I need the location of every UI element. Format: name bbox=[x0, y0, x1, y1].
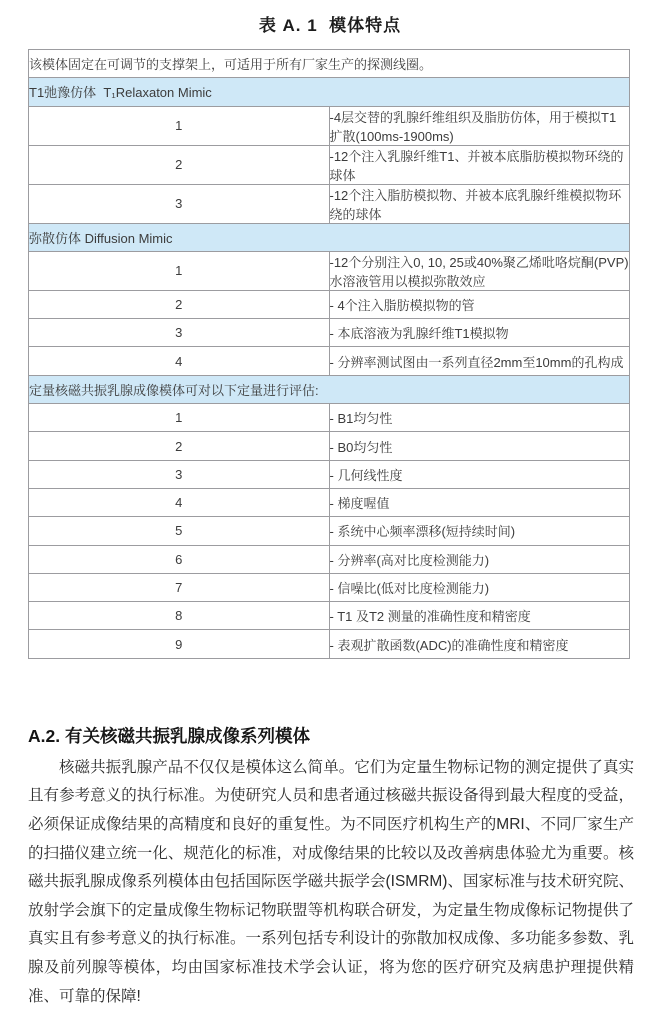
table-row bbox=[29, 517, 630, 545]
section-header-row-1-text: T1弛豫仿体 T₁Relaxaton Mimic bbox=[29, 78, 630, 106]
row-description: - 4个注入脂肪模拟物的管 bbox=[329, 290, 630, 318]
row-number: 9 bbox=[29, 630, 330, 658]
table-row bbox=[29, 145, 630, 184]
row-description: - B0均匀性 bbox=[329, 432, 630, 460]
row-description: - 系统中心频率漂移(短持续时间) bbox=[329, 517, 630, 545]
table-row bbox=[29, 545, 630, 573]
row-description: - 分辨率测试图由一系列直径2mm至10mm的孔构成 bbox=[329, 347, 630, 375]
phantom-table-body bbox=[29, 50, 630, 659]
table-row bbox=[29, 184, 630, 223]
row-description: -12个分别注入0, 10, 25或40%聚乙烯吡咯烷酮(PVP)水溶液管用以模拟弥散效应 bbox=[329, 251, 630, 290]
section-header-row-1 bbox=[29, 78, 630, 106]
table-row bbox=[29, 404, 630, 432]
table-row bbox=[29, 432, 630, 460]
table-row bbox=[29, 251, 630, 290]
row-number: 1 bbox=[29, 404, 330, 432]
row-description: - 分辨率(高对比度检测能力) bbox=[329, 545, 630, 573]
row-number: 6 bbox=[29, 545, 330, 573]
table-row bbox=[29, 290, 630, 318]
table-row bbox=[29, 347, 630, 375]
table-row bbox=[29, 573, 630, 601]
row-number: 2 bbox=[29, 145, 330, 184]
row-number: 1 bbox=[29, 251, 330, 290]
row-number: 4 bbox=[29, 488, 330, 516]
section-header-row-3 bbox=[29, 375, 630, 403]
row-description: - 信噪比(低对比度检测能力) bbox=[329, 573, 630, 601]
section-header-row-2 bbox=[29, 223, 630, 251]
row-description: - 表观扩散函数(ADC)的准确性度和精密度 bbox=[329, 630, 630, 658]
row-number: 8 bbox=[29, 602, 330, 630]
row-number: 2 bbox=[29, 290, 330, 318]
table-intro-row bbox=[29, 50, 630, 78]
table-row bbox=[29, 460, 630, 488]
row-description: - 本底溶液为乳腺纤维T1模拟物 bbox=[329, 319, 630, 347]
section-header-row-2-text: 弥散仿体 Diffusion Mimic bbox=[29, 223, 630, 251]
row-number: 4 bbox=[29, 347, 330, 375]
table-row bbox=[29, 319, 630, 347]
table-row bbox=[29, 488, 630, 516]
row-number: 5 bbox=[29, 517, 330, 545]
row-number: 3 bbox=[29, 319, 330, 347]
table-row bbox=[29, 630, 630, 658]
row-number: 7 bbox=[29, 573, 330, 601]
section-heading-a2: A.2. 有关核磁共振乳腺成像系列模体 bbox=[28, 725, 310, 746]
phantom-characteristics-table bbox=[28, 49, 630, 659]
row-description: -12个注入乳腺纤维T1、并被本底脂肪模拟物环绕的球体 bbox=[329, 145, 630, 184]
table-title: 表 A. 1 模体特点 bbox=[258, 16, 402, 35]
table-intro-row-text: 该模体固定在可调节的支撑架上，可适用于所有厂家生产的探测线圈。 bbox=[29, 50, 630, 78]
table-row bbox=[29, 602, 630, 630]
row-number: 2 bbox=[29, 432, 330, 460]
row-description: - 几何线性度 bbox=[329, 460, 630, 488]
body-paragraph: 核磁共振乳腺产品不仅仅是模体这么简单。它们为定量生物标记物的测定提供了真实且有参考意义的执行标准。为使研究人员和患者通过核磁共振设备得到最大程度的受益，必须保证成像结果的高精度和良好的重复性。为不同医疗机构生产的MRI、不同厂家生产的扫描仪建立统一化、规范化的标准，对成像结果的比较以及改善病患体验尤为重要。核磁共振乳腺成像系列模体由包括国际医学磁共振学会(ISMRM)、国家标准与技术研究院、放射学会旗下的定量成像生物标记物联盟等机构联合研发，为定量生物成像标记物提供了真实且有参考意义的执行标准。一系列包括专利设计的弥散加权成像、多功能多参数、乳腺及前列腺等模体，均由国家标准技术学会认证，将为您的医疗研究及病患护理提供精准、可靠的保障! bbox=[28, 758, 634, 1005]
row-number: 3 bbox=[29, 460, 330, 488]
row-number: 3 bbox=[29, 184, 330, 223]
section-header-row-3-text: 定量核磁共振乳腺成像模体可对以下定量进行评估: bbox=[29, 375, 630, 403]
row-description: - B1均匀性 bbox=[329, 404, 630, 432]
row-description: -4层交替的乳腺纤维组织及脂肪仿体，用于模拟T1扩散(100ms-1900ms) bbox=[329, 106, 630, 145]
row-description: -12个注入脂肪模拟物、并被本底乳腺纤维模拟物环绕的球体 bbox=[329, 184, 630, 223]
row-description: - T1 及T2 测量的准确性度和精密度 bbox=[329, 602, 630, 630]
row-description: - 梯度喔值 bbox=[329, 488, 630, 516]
row-number: 1 bbox=[29, 106, 330, 145]
table-row bbox=[29, 106, 630, 145]
